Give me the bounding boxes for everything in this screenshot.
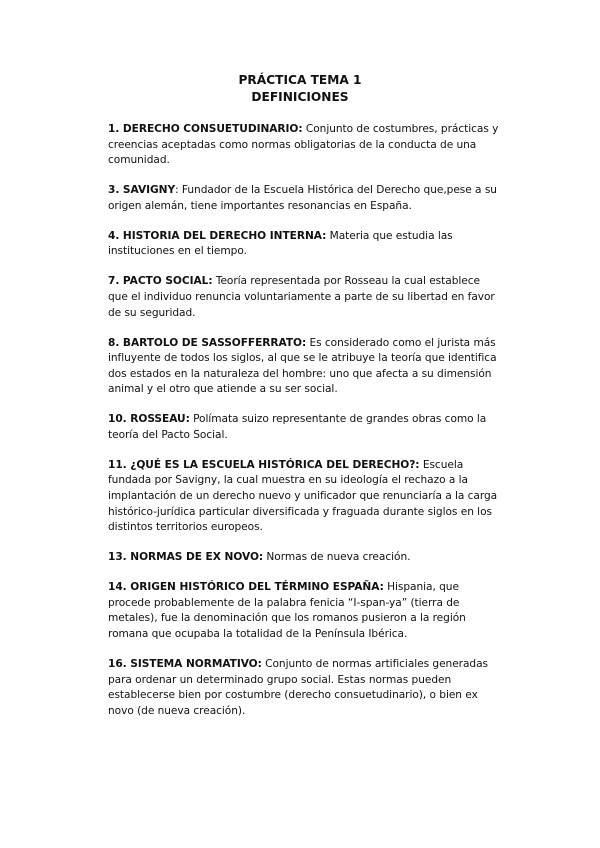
definition-text: Es considerado como el jurista más influyente de todos los siglos, al que se le atribuye la teoría que identifica dos estados en la naturaleza del hombre: uno que afecta a su dimensión animal y el otro que atiende a su ser social.	[108, 336, 497, 396]
definition-text: Teoría representada por Rosseau la cual establece que el individuo renuncia voluntariamente a parte de su libertad en favor de su seguridad.	[108, 275, 495, 319]
definition-term: 3. SAVIGNY	[108, 184, 176, 197]
definition-text: : Fundador de la Escuela Histórica del Derecho que,pese a su origen alemán, tiene importantes resonancias en España.	[108, 184, 497, 212]
definition-text: Conjunto de costumbres, prácticas y creencias aceptadas como normas obligatorias de la conducta de una comunidad.	[108, 123, 499, 167]
definition-term: 10. ROSSEAU:	[108, 413, 190, 426]
definition-entry	[108, 336, 503, 398]
definition-term: 4. HISTORIA DEL DERECHO INTERNA:	[108, 229, 327, 242]
definition-term: 1. DERECHO CONSUETUDINARIO:	[108, 123, 303, 135]
definition-entry	[108, 657, 503, 719]
definition-term: 7. PACTO SOCIAL:	[108, 275, 213, 288]
definition-entry	[108, 229, 503, 260]
definition-entry	[108, 550, 503, 566]
definition-text: Normas de nueva creación.	[263, 551, 411, 564]
definition-text: Materia que estudia las instituciones en el tiempo.	[108, 229, 453, 258]
definition-text: Conjunto de normas artificiales generadas para ordenar un determinado grupo social. Estas normas pueden establecerse bien por costumbre (derecho consuetudinario), o bien ex novo (de nueva creación).	[108, 657, 489, 717]
document-header	[0, 72, 600, 106]
definition-term: 13. NORMAS DE EX NOVO:	[108, 551, 264, 564]
definition-entry	[108, 274, 503, 321]
definition-entry	[108, 183, 503, 214]
document-subtitle: DEFINICIONES	[251, 90, 349, 104]
document-title: PRÁCTICA TEMA 1	[238, 73, 362, 87]
definition-entry	[108, 412, 503, 443]
definition-text: Hispania, que procede probablemente de la palabra fenicia “I-span-ya” (tierra de metales), fue la denominación que los romanos pusieron a la región romana que ocupaba la totalidad de la Península Ibérica.	[108, 581, 466, 640]
definition-term: 8. BARTOLO DE SASSOFFERRATO:	[108, 336, 307, 349]
definition-term: 16. SISTEMA NORMATIVO:	[108, 657, 262, 670]
definition-text: Polímata suizo representante de grandes obras como la teoría del Pacto Social.	[108, 413, 487, 441]
definition-entry	[108, 122, 503, 169]
definition-text: Escuela fundada por Savigny, la cual muestra en su ideología el rechazo a la implantación de un derecho nuevo y unificador que renunciaría a la carga histórico-jurídica particular diversificada y fraguada durante siglos en los distintos territorios europeos.	[108, 458, 498, 534]
definitions-list	[108, 122, 503, 734]
definition-entry	[108, 580, 503, 642]
definition-term: 14. ORIGEN HISTÓRICO DEL TÉRMINO ESPAÑA:	[108, 581, 384, 594]
definition-term: 11. ¿QUÉ ES LA ESCUELA HISTÓRICA DEL DERECHO?:	[108, 458, 420, 471]
definition-entry	[108, 458, 503, 536]
